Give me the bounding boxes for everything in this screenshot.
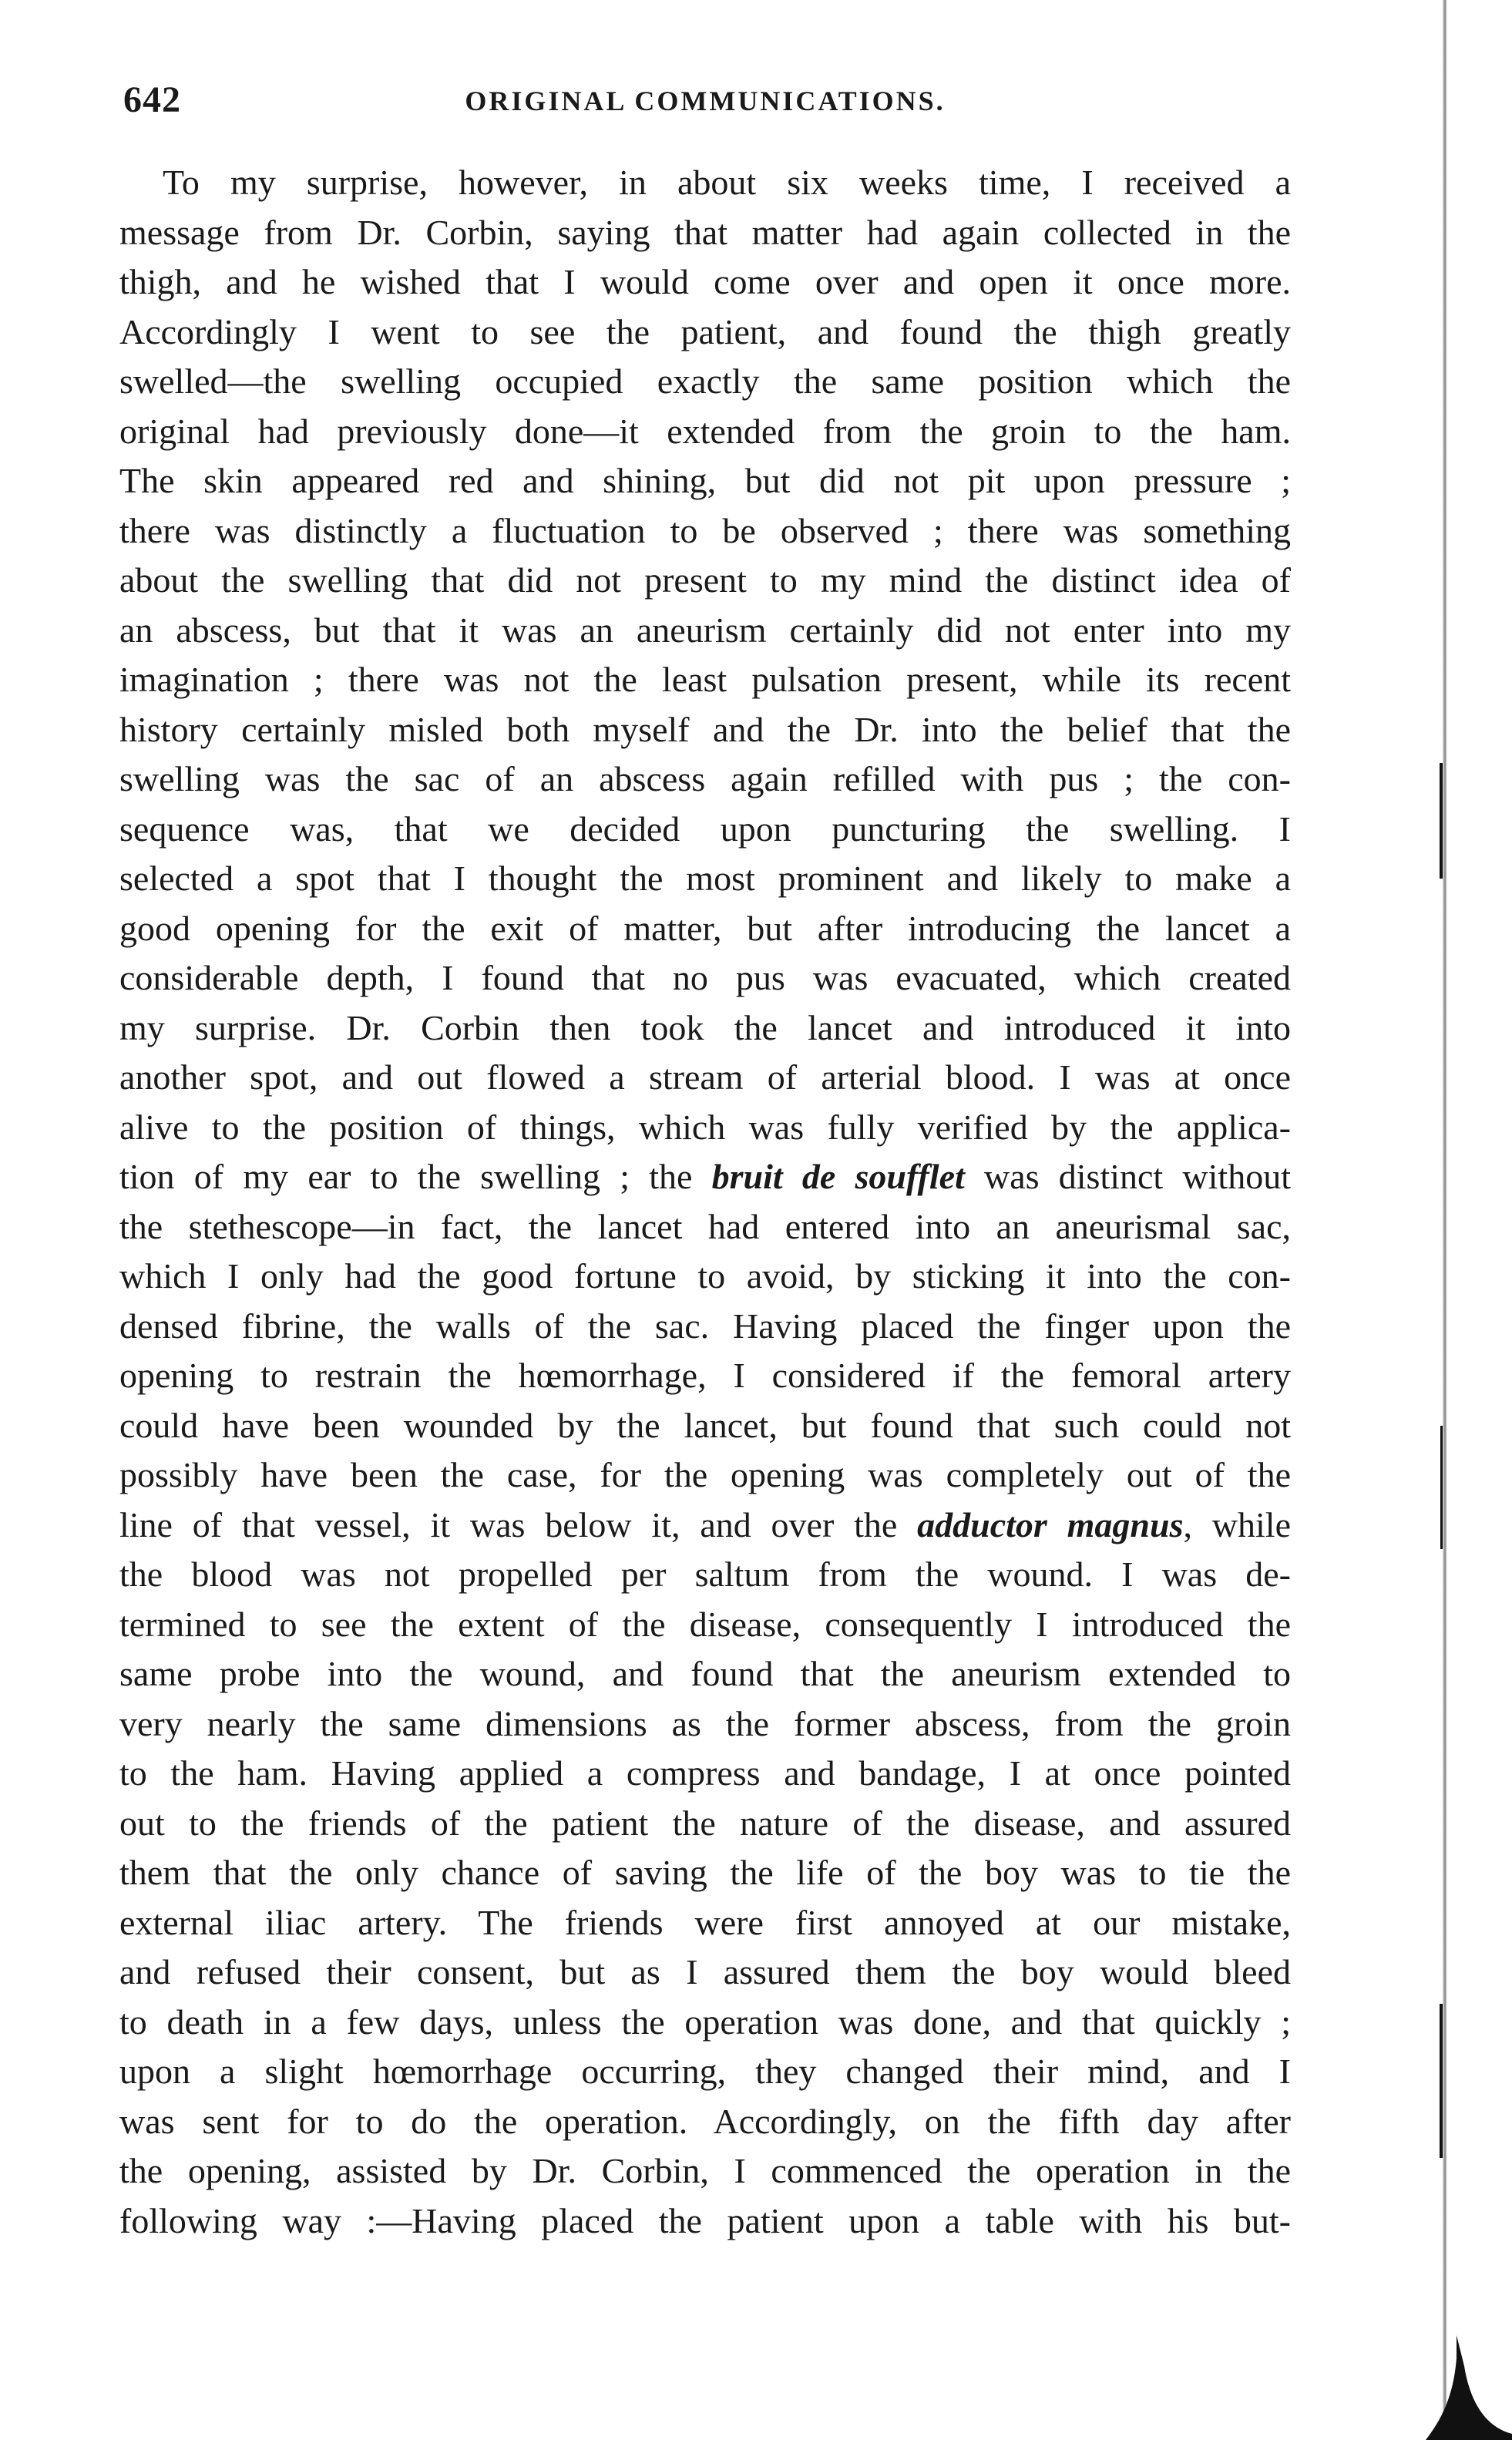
text-run: swelling was the sac of an abscess again refilled with pus ; the con- xyxy=(119,759,1291,798)
edge-mark xyxy=(1440,1426,1443,1549)
text-run: my surprise. Dr. Corbin then took the lancet and introduced it into xyxy=(119,1007,1291,1047)
running-head xyxy=(116,79,1295,125)
text-run: out to the friends of the patient the nature of the disease, and assured xyxy=(119,1803,1291,1843)
text-run: possibly have been the case, for the opening was completely out of the xyxy=(119,1455,1291,1494)
text-line xyxy=(119,257,1291,308)
text-line xyxy=(119,1649,1291,1699)
text-line xyxy=(119,1550,1291,1600)
text-line xyxy=(119,2097,1291,2147)
text-run: , while xyxy=(1183,1504,1292,1544)
text-line xyxy=(119,953,1291,1003)
text-run: good opening for the exit of matter, but after introducing the lancet a xyxy=(119,908,1291,948)
text-run: Accordingly I went to see the patient, and found the thigh greatly xyxy=(119,311,1291,351)
text-line xyxy=(119,606,1291,656)
text-run: line of that vessel, it was below it, and over the xyxy=(119,1504,918,1544)
text-run: sequence was, that we decided upon puncturing the swelling. I xyxy=(119,808,1291,849)
page-corner-shadow-icon xyxy=(1426,2335,1512,2440)
text-run: them that the only chance of saving the life of the boy was to tie the xyxy=(119,1853,1291,1892)
text-line xyxy=(119,506,1291,556)
text-line xyxy=(119,1351,1291,1401)
text-line xyxy=(119,1152,1291,1202)
text-run: upon a slight hœmorrhage occurring, they changed their mind, and I xyxy=(119,2052,1291,2091)
text-line xyxy=(119,1848,1291,1898)
italic-term: adductor magnus xyxy=(917,1504,1184,1544)
text-run: densed fibrine, the walls of the sac. Having placed the finger upon the xyxy=(119,1306,1291,1346)
text-line xyxy=(119,1749,1291,1799)
text-run: external iliac artery. The friends were first annoyed at our mistake, xyxy=(119,1902,1291,1942)
text-line xyxy=(119,1302,1291,1352)
text-run: following way :—Having placed the patient upon a table with his but- xyxy=(119,2200,1291,2240)
text-run: imagination ; there was not the least pulsation present, while its recent xyxy=(119,660,1291,699)
italic-term: bruit de soufflet xyxy=(711,1157,965,1196)
text-run: termined to see the extent of the disease, consequently I introduced the xyxy=(119,1604,1291,1644)
text-line xyxy=(119,456,1291,506)
text-line xyxy=(119,1450,1291,1501)
text-line xyxy=(119,1799,1291,1849)
text-line xyxy=(119,556,1291,606)
text-run: selected a spot that I thought the most prominent and likely to make a xyxy=(119,859,1291,898)
text-line xyxy=(119,705,1291,755)
edge-mark xyxy=(1440,763,1443,879)
text-line xyxy=(119,158,1291,208)
text-run: could have been wounded by the lancet, but found that such could not xyxy=(119,1405,1291,1445)
text-line xyxy=(119,1898,1291,1948)
text-run: an abscess, but that it was an aneurism certainly did not enter into my xyxy=(119,610,1291,650)
text-run: was distinct without xyxy=(964,1157,1291,1196)
text-run: about the swelling that did not present to my mind the distinct idea of xyxy=(119,560,1291,600)
text-run: the blood was not propelled per saltum from the wound. I was de- xyxy=(119,1554,1291,1594)
text-run: To my surprise, however, in about six weeks time, I received a xyxy=(163,163,1291,202)
edge-mark xyxy=(1440,2004,1443,2158)
text-line xyxy=(119,1948,1291,1998)
text-run: history certainly misled both myself and the Dr. into the belief that the xyxy=(119,709,1291,749)
text-run: there was distinctly a fluctuation to be observed ; there was something xyxy=(119,510,1291,550)
text-line xyxy=(119,1252,1291,1302)
page-binding-edge xyxy=(1443,0,1446,2440)
running-title: ORIGINAL COMMUNICATIONS. xyxy=(465,86,946,116)
body-text xyxy=(119,158,1291,2246)
text-run: The skin appeared red and shining, but did not pit upon pressure ; xyxy=(119,461,1291,500)
text-run: considerable depth, I found that no pus was evacuated, which created xyxy=(119,958,1291,997)
text-run: tion of my ear to the swelling ; the xyxy=(119,1157,712,1196)
text-line xyxy=(119,2047,1291,2097)
text-run: was sent for to do the operation. Accordingly, on the fifth day after xyxy=(119,2101,1291,2141)
text-run: original had previously done—it extended from the groin to the ham. xyxy=(119,411,1291,451)
text-line xyxy=(119,904,1291,954)
text-line xyxy=(119,1501,1291,1551)
text-line xyxy=(119,805,1291,855)
text-run: the stethescope—in fact, the lancet had entered into an aneurismal sac, xyxy=(119,1206,1291,1246)
text-line xyxy=(119,1401,1291,1451)
text-run: thigh, and he wished that I would come over and open it once more. xyxy=(119,262,1291,301)
text-run: opening to restrain the hœmorrhage, I considered if the femoral artery xyxy=(119,1356,1291,1395)
text-run: another spot, and out flowed a stream of arterial blood. I was at once xyxy=(119,1057,1291,1097)
text-run: to death in a few days, unless the operation was done, and that quickly ; xyxy=(119,2001,1291,2042)
text-line xyxy=(119,1699,1291,1749)
text-run: alive to the position of things, which was fully verified by the applica- xyxy=(119,1107,1291,1147)
text-run: which I only had the good fortune to avoid, by sticking it into the con- xyxy=(119,1256,1291,1296)
text-line xyxy=(119,308,1291,358)
text-line xyxy=(119,1998,1291,2048)
page-number: 642 xyxy=(123,79,181,120)
text-line xyxy=(119,407,1291,457)
text-line xyxy=(119,1103,1291,1153)
text-line xyxy=(119,755,1291,805)
text-line xyxy=(119,1202,1291,1252)
text-line xyxy=(119,2196,1291,2247)
text-run: swelled—the swelling occupied exactly the same position which the xyxy=(119,361,1291,401)
text-line xyxy=(119,1003,1291,1054)
text-line xyxy=(119,1600,1291,1650)
text-run: same probe into the wound, and found that the aneurism extended to xyxy=(119,1654,1291,1693)
text-line xyxy=(119,208,1291,258)
text-line xyxy=(119,1053,1291,1103)
text-run: message from Dr. Corbin, saying that matter had again collected in the xyxy=(119,212,1291,252)
text-line xyxy=(119,854,1291,904)
text-run: the opening, assisted by Dr. Corbin, I commenced the operation in the xyxy=(119,2151,1291,2190)
text-line xyxy=(119,2146,1291,2196)
text-line xyxy=(119,655,1291,705)
text-run: and refused their consent, but as I assured them the boy would bleed xyxy=(119,1952,1291,1991)
text-line xyxy=(119,357,1291,407)
text-run: to the ham. Having applied a compress and bandage, I at once pointed xyxy=(119,1753,1291,1793)
text-run: very nearly the same dimensions as the former abscess, from the groin xyxy=(119,1703,1291,1743)
